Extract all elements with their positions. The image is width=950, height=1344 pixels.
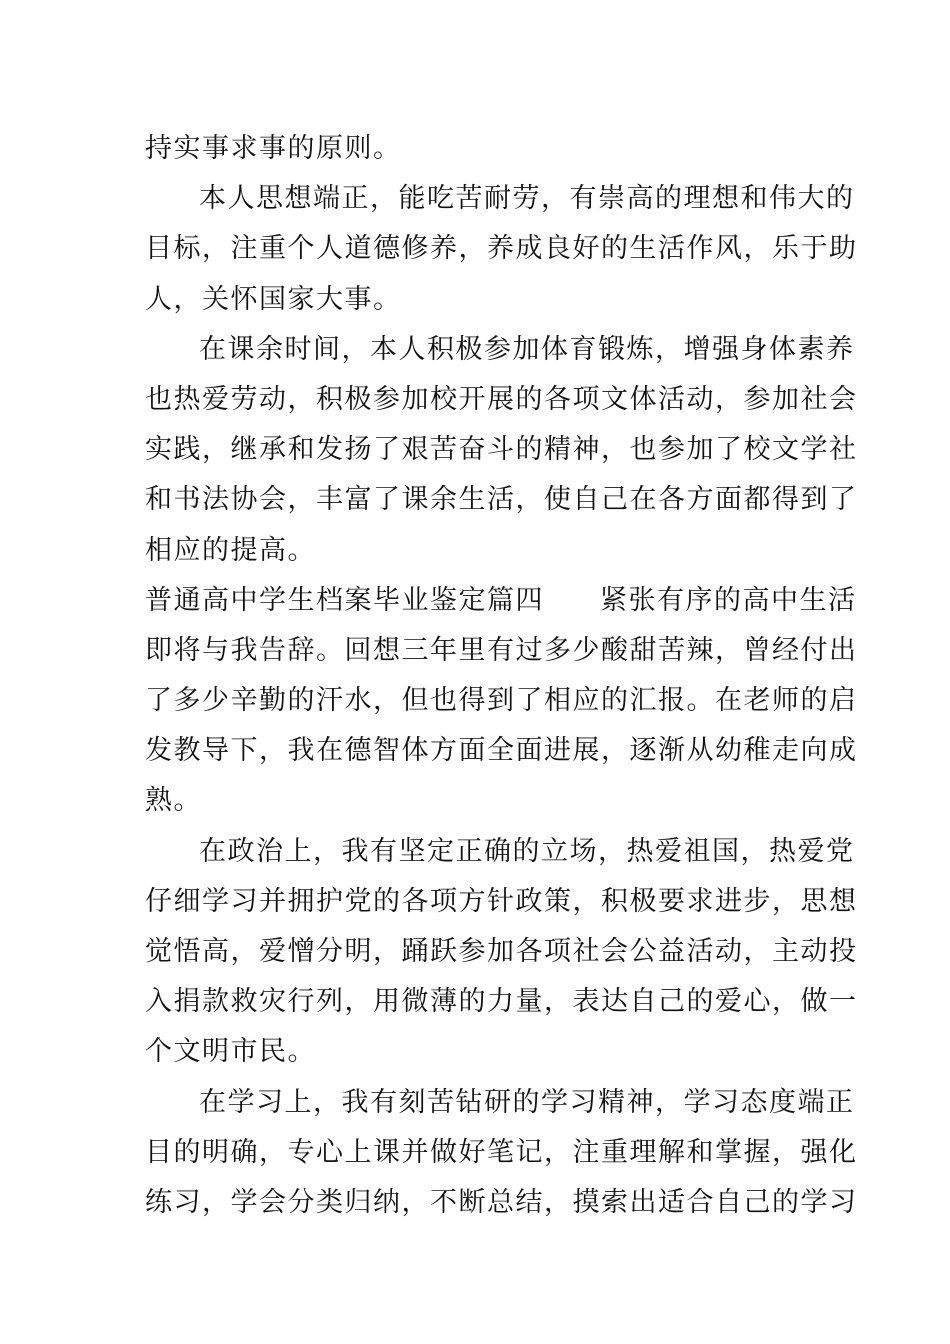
body-line: 发教导下，我在德智体方面全面进展，逐渐从幼稚走向成 xyxy=(145,735,858,767)
body-line: 目标，注重个人道德修养，养成良好的生活作风，乐于助 xyxy=(145,233,858,265)
document-body xyxy=(145,124,858,1228)
body-line: 相应的提高。 xyxy=(145,534,316,566)
body-line: 人，关怀国家大事。 xyxy=(145,283,402,315)
body-line: 在课余时间，本人积极参加体育锻炼，增强身体素养 xyxy=(199,333,855,365)
body-line: 也热爱劳动，积极参加校开展的各项文体活动，参加社会 xyxy=(145,383,858,415)
body-line: 个文明市民。 xyxy=(145,1036,316,1068)
body-line: 熟。 xyxy=(145,785,202,817)
body-line: 和书法协会，丰富了课余生活，使自己在各方面都得到了 xyxy=(145,484,858,516)
body-line: 在政治上，我有坚定正确的立场，热爱祖国，热爱党 xyxy=(199,835,855,867)
section-heading: 普通高中学生档案毕业鉴定篇四 xyxy=(145,584,544,616)
body-line: 持实事求事的原则。 xyxy=(145,133,402,164)
body-line: 在学习上，我有刻苦钻研的学习精神，学习态度端正 xyxy=(199,1086,855,1118)
body-line: 即将与我告辞。回想三年里有过多少酸甜苦辣，曾经付出 xyxy=(145,634,858,666)
body-line: 了多少辛勤的汗水，但也得到了相应的汇报。在老师的启 xyxy=(145,685,858,717)
body-line: 仔细学习并拥护党的各项方针政策，积极要求进步，思想 xyxy=(145,885,858,917)
section-first-text: 紧张有序的高中生活 xyxy=(600,584,857,616)
body-line: 入捐款救灾行列，用微薄的力量，表达自己的爱心，做一 xyxy=(145,986,858,1018)
body-line: 本人思想端正，能吃苦耐劳，有崇高的理想和伟大的 xyxy=(199,183,855,215)
section-heading-line xyxy=(145,576,857,626)
body-line: 目的明确，专心上课并做好笔记，注重理解和掌握，强化 xyxy=(145,1136,858,1168)
body-line: 练习，学会分类归纳，不断总结，摸索出适合自己的学习 xyxy=(145,1186,858,1218)
body-line: 觉悟高，爱憎分明，踊跃参加各项社会公益活动，主动投 xyxy=(145,936,858,967)
body-line: 实践，继承和发扬了艰苦奋斗的精神，也参加了校文学社 xyxy=(145,434,858,466)
